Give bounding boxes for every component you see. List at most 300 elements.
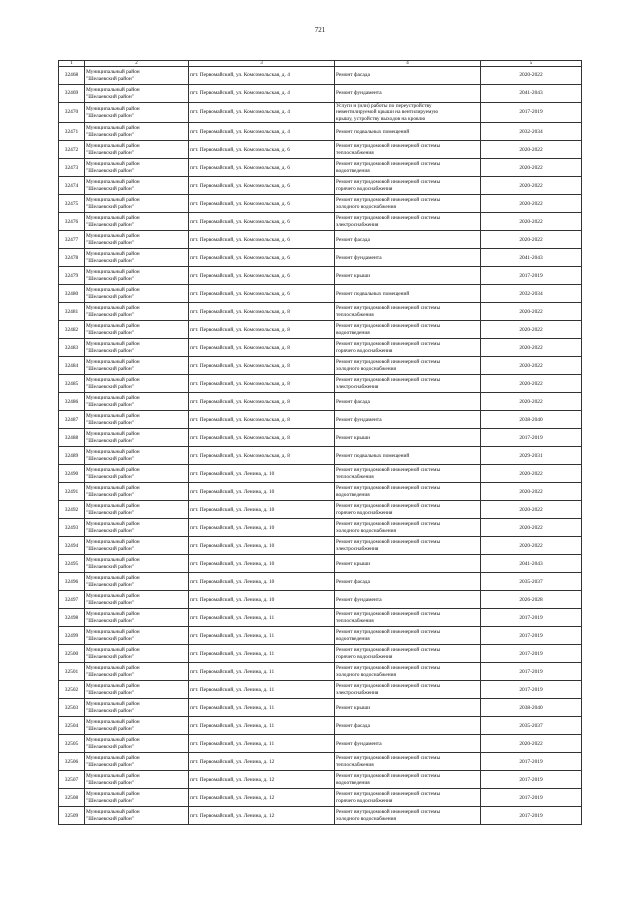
work-type-cell <box>335 807 481 825</box>
municipality-line: Муниципальный район <box>86 125 140 132</box>
work-type-line: Ремонт внутридомовой инженерной системы <box>336 179 441 186</box>
municipality-cell <box>85 573 189 591</box>
work-type-line: Ремонт внутридомовой инженерной системы <box>336 503 441 510</box>
address-cell: пгт. Первомайский, ул. Комсомольская, д. 8 <box>189 303 335 321</box>
address-cell: пгт. Первомайский, ул. Комсомольская, д. 4 <box>189 67 335 85</box>
column-header: 3 <box>189 61 335 67</box>
municipality-cell <box>85 537 189 555</box>
municipality-line: Муниципальный район <box>86 665 140 672</box>
page-number: 721 <box>314 26 326 34</box>
municipality-line: Муниципальный район <box>86 377 140 384</box>
municipality-cell <box>85 393 189 411</box>
address-cell: пгт. Первомайский, ул. Комсомольская, д. 8 <box>189 339 335 357</box>
period-cell: 2035-2037 <box>481 573 582 591</box>
address-cell: пгт. Первомайский, ул. Комсомольская, д. 6 <box>189 285 335 303</box>
address-cell: пгт. Первомайский, ул. Ленина, д. 10 <box>189 465 335 483</box>
work-type-line: водоотведения <box>336 491 370 498</box>
municipality-cell <box>85 663 189 681</box>
work-type-line: Ремонт крыши <box>336 704 370 711</box>
period-cell: 2020-2022 <box>481 195 582 213</box>
record-number-cell: 32508 <box>59 789 85 807</box>
work-type-cell <box>335 591 481 609</box>
work-type-line: теплоснабжения <box>336 311 374 318</box>
work-type-line: Ремонт внутридомовой инженерной системы <box>336 629 441 636</box>
work-type-cell <box>335 357 481 375</box>
address-cell: пгт. Первомайский, ул. Комсомольская, д. 6 <box>189 249 335 267</box>
period-cell: 2017-2019 <box>481 627 582 645</box>
record-number-cell: 32470 <box>59 103 85 123</box>
record-number-cell: 32488 <box>59 429 85 447</box>
period-cell: 2017-2019 <box>481 807 582 825</box>
work-type-line: теплоснабжения <box>336 617 374 624</box>
period-cell: 2020-2022 <box>481 375 582 393</box>
record-number-cell: 32490 <box>59 465 85 483</box>
capital-repair-table <box>58 60 582 825</box>
period-cell: 2020-2022 <box>481 141 582 159</box>
municipality-cell <box>85 85 189 103</box>
work-type-line: горячего водоснабжения <box>336 509 393 516</box>
municipality-line: Муниципальный район <box>86 413 140 420</box>
municipality-line: "Шелаевский район" <box>86 725 134 732</box>
municipality-cell <box>85 231 189 249</box>
municipality-line: Муниципальный район <box>86 233 140 240</box>
work-type-line: Ремонт фасада <box>336 72 370 79</box>
column-header: 2 <box>85 61 189 67</box>
work-type-line: теплоснабжения <box>336 761 374 768</box>
table-row <box>59 483 582 501</box>
municipality-line: "Шелаевский район" <box>86 581 134 588</box>
period-cell: 2020-2022 <box>481 303 582 321</box>
work-type-cell <box>335 321 481 339</box>
work-type-cell <box>335 447 481 465</box>
record-number-cell: 32505 <box>59 735 85 753</box>
work-type-cell <box>335 465 481 483</box>
record-number-cell: 32486 <box>59 393 85 411</box>
municipality-line: "Шелаевский район" <box>86 365 134 372</box>
work-type-cell <box>335 195 481 213</box>
work-type-cell <box>335 681 481 699</box>
column-header: 4 <box>335 61 481 67</box>
work-type-line: холодного водоснабжения <box>336 527 396 534</box>
record-number-cell: 32494 <box>59 537 85 555</box>
municipality-line: "Шелаевский район" <box>86 293 134 300</box>
work-type-line: горячего водоснабжения <box>336 797 393 804</box>
municipality-cell <box>85 807 189 825</box>
address-cell: пгт. Первомайский, ул. Ленина, д. 11 <box>189 735 335 753</box>
record-number-cell: 32476 <box>59 213 85 231</box>
municipality-line: "Шелаевский район" <box>86 635 134 642</box>
work-type-cell <box>335 159 481 177</box>
municipality-line: "Шелаевский район" <box>86 509 134 516</box>
period-cell: 2020-2022 <box>481 483 582 501</box>
work-type-line: Ремонт внутридомовой инженерной системы <box>336 485 441 492</box>
table-row <box>59 735 582 753</box>
period-cell: 2020-2022 <box>481 465 582 483</box>
work-type-line: Ремонт фасада <box>336 722 370 729</box>
period-cell: 2020-2022 <box>481 519 582 537</box>
work-type-line: Ремонт фундамента <box>336 254 382 261</box>
table-row <box>59 699 582 717</box>
municipality-line: Муниципальный район <box>86 87 140 94</box>
municipality-cell <box>85 789 189 807</box>
table-row <box>59 609 582 627</box>
municipality-cell <box>85 645 189 663</box>
municipality-cell <box>85 735 189 753</box>
municipality-cell <box>85 447 189 465</box>
record-number-cell: 32492 <box>59 501 85 519</box>
work-type-cell <box>335 285 481 303</box>
municipality-line: "Шелаевский район" <box>86 797 134 804</box>
period-cell: 2020-2022 <box>481 177 582 195</box>
work-type-line: Ремонт внутридомовой инженерной системы <box>336 539 441 546</box>
municipality-line: Муниципальный район <box>86 503 140 510</box>
address-cell: пгт. Первомайский, ул. Ленина, д. 10 <box>189 483 335 501</box>
address-cell: пгт. Первомайский, ул. Комсомольская, д. 8 <box>189 375 335 393</box>
work-type-cell <box>335 735 481 753</box>
work-type-line: водоотведения <box>336 329 370 336</box>
municipality-cell <box>85 123 189 141</box>
work-type-cell <box>335 699 481 717</box>
address-cell: пгт. Первомайский, ул. Ленина, д. 10 <box>189 537 335 555</box>
work-type-line: электроснабжения <box>336 221 379 228</box>
table-row <box>59 411 582 429</box>
work-type-cell <box>335 85 481 103</box>
work-type-cell <box>335 789 481 807</box>
record-number-cell: 32499 <box>59 627 85 645</box>
municipality-line: "Шелаевский район" <box>86 455 134 462</box>
municipality-cell <box>85 213 189 231</box>
municipality-line: Муниципальный район <box>86 683 140 690</box>
work-type-line: водоотведения <box>336 779 370 786</box>
municipality-line: "Шелаевский район" <box>86 689 134 696</box>
address-cell: пгт. Первомайский, ул. Ленина, д. 10 <box>189 573 335 591</box>
municipality-cell <box>85 375 189 393</box>
period-cell: 2017-2019 <box>481 429 582 447</box>
work-type-line: Ремонт внутридомовой инженерной системы <box>336 647 441 654</box>
municipality-line: Муниципальный район <box>86 521 140 528</box>
municipality-cell <box>85 103 189 123</box>
table-row <box>59 627 582 645</box>
period-cell: 2017-2019 <box>481 663 582 681</box>
work-type-cell <box>335 753 481 771</box>
address-cell: пгт. Первомайский, ул. Ленина, д. 10 <box>189 591 335 609</box>
work-type-line: Ремонт внутридомовой инженерной системы <box>336 305 441 312</box>
record-number-cell: 32482 <box>59 321 85 339</box>
work-type-line: электроснабжения <box>336 383 379 390</box>
period-cell: 2017-2019 <box>481 753 582 771</box>
municipality-line: Муниципальный район <box>86 611 140 618</box>
work-type-cell <box>335 231 481 249</box>
municipality-line: Муниципальный район <box>86 431 140 438</box>
municipality-cell <box>85 717 189 735</box>
period-cell: 2035-2037 <box>481 717 582 735</box>
record-number-cell: 32477 <box>59 231 85 249</box>
work-type-cell <box>335 771 481 789</box>
municipality-cell <box>85 699 189 717</box>
address-cell: пгт. Первомайский, ул. Комсомольская, д. 4 <box>189 103 335 123</box>
address-cell: пгт. Первомайский, ул. Ленина, д. 11 <box>189 681 335 699</box>
municipality-line: Муниципальный район <box>86 269 140 276</box>
work-type-line: Ремонт фасада <box>336 578 370 585</box>
table-row <box>59 429 582 447</box>
address-cell: пгт. Первомайский, ул. Ленина, д. 10 <box>189 501 335 519</box>
record-number-cell: 32483 <box>59 339 85 357</box>
municipality-cell <box>85 303 189 321</box>
table-row <box>59 303 582 321</box>
record-number-cell: 32507 <box>59 771 85 789</box>
period-cell: 2017-2019 <box>481 267 582 285</box>
municipality-line: Муниципальный район <box>86 251 140 258</box>
work-type-cell <box>335 141 481 159</box>
work-type-line: Ремонт фундамента <box>336 90 382 97</box>
period-cell: 2041-2043 <box>481 85 582 103</box>
work-type-cell <box>335 717 481 735</box>
table-row <box>59 573 582 591</box>
municipality-line: Муниципальный район <box>86 467 140 474</box>
municipality-line: Муниципальный район <box>86 359 140 366</box>
table-row <box>59 519 582 537</box>
period-cell: 2020-2022 <box>481 159 582 177</box>
table-row <box>59 645 582 663</box>
table-row <box>59 67 582 85</box>
work-type-line: Ремонт внутридомовой инженерной системы <box>336 755 441 762</box>
work-type-cell <box>335 375 481 393</box>
address-cell: пгт. Первомайский, ул. Комсомольская, д. 8 <box>189 429 335 447</box>
municipality-cell <box>85 141 189 159</box>
period-cell: 2041-2043 <box>481 555 582 573</box>
municipality-line: Муниципальный район <box>86 539 140 546</box>
work-type-cell <box>335 267 481 285</box>
municipality-line: Муниципальный район <box>86 719 140 726</box>
work-type-line: горячего водоснабжения <box>336 185 393 192</box>
municipality-line: Муниципальный район <box>86 305 140 312</box>
table-row <box>59 85 582 103</box>
municipality-line: "Шелаевский район" <box>86 473 134 480</box>
table-row <box>59 555 582 573</box>
period-cell: 2017-2019 <box>481 789 582 807</box>
work-type-cell <box>335 483 481 501</box>
municipality-cell <box>85 339 189 357</box>
table-row <box>59 123 582 141</box>
period-cell: 2032-2034 <box>481 285 582 303</box>
municipality-cell <box>85 555 189 573</box>
work-type-cell <box>335 393 481 411</box>
work-type-cell <box>335 411 481 429</box>
municipality-cell <box>85 681 189 699</box>
work-type-line: Ремонт внутридомовой инженерной системы <box>336 665 441 672</box>
record-number-cell: 32497 <box>59 591 85 609</box>
work-type-cell <box>335 103 481 123</box>
table-row <box>59 771 582 789</box>
period-cell: 2020-2022 <box>481 213 582 231</box>
municipality-cell <box>85 771 189 789</box>
table-row <box>59 195 582 213</box>
record-number-cell: 32504 <box>59 717 85 735</box>
record-number-cell: 32469 <box>59 85 85 103</box>
record-number-cell: 32509 <box>59 807 85 825</box>
municipality-line: Муниципальный район <box>86 395 140 402</box>
municipality-line: "Шелаевский район" <box>86 401 134 408</box>
municipality-line: "Шелаевский район" <box>86 167 134 174</box>
address-cell: пгт. Первомайский, ул. Ленина, д. 11 <box>189 645 335 663</box>
work-type-cell <box>335 429 481 447</box>
work-type-cell <box>335 303 481 321</box>
table-row <box>59 717 582 735</box>
municipality-line: Муниципальный район <box>86 161 140 168</box>
address-cell: пгт. Первомайский, ул. Комсомольская, д. 6 <box>189 231 335 249</box>
record-number-cell: 32503 <box>59 699 85 717</box>
work-type-line: теплоснабжения <box>336 473 374 480</box>
period-cell: 2029-2031 <box>481 447 582 465</box>
work-type-cell <box>335 177 481 195</box>
municipality-line: Муниципальный район <box>86 341 140 348</box>
municipality-line: "Шелаевский район" <box>86 221 134 228</box>
work-type-line: водоотведения <box>336 635 370 642</box>
municipality-line: "Шелаевский район" <box>86 671 134 678</box>
municipality-line: Муниципальный район <box>86 215 140 222</box>
record-number-cell: 32506 <box>59 753 85 771</box>
table-row <box>59 789 582 807</box>
period-cell: 2020-2022 <box>481 231 582 249</box>
address-cell: пгт. Первомайский, ул. Ленина, д. 12 <box>189 807 335 825</box>
municipality-line: "Шелаевский район" <box>86 257 134 264</box>
municipality-line: Муниципальный район <box>86 647 140 654</box>
address-cell: пгт. Первомайский, ул. Комсомольская, д. 6 <box>189 177 335 195</box>
address-cell: пгт. Первомайский, ул. Комсомольская, д. 8 <box>189 357 335 375</box>
table-row <box>59 681 582 699</box>
record-number-cell: 32478 <box>59 249 85 267</box>
address-cell: пгт. Первомайский, ул. Ленина, д. 11 <box>189 717 335 735</box>
work-type-line: Ремонт внутридомовой инженерной системы <box>336 197 441 204</box>
municipality-cell <box>85 159 189 177</box>
work-type-line: Ремонт внутридомовой инженерной системы <box>336 323 441 330</box>
column-header: 5 <box>481 61 582 67</box>
address-cell: пгт. Первомайский, ул. Комсомольская, д. 8 <box>189 447 335 465</box>
address-cell: пгт. Первомайский, ул. Комсомольская, д. 6 <box>189 195 335 213</box>
municipality-line: Муниципальный район <box>86 485 140 492</box>
municipality-line: "Шелаевский район" <box>86 112 134 119</box>
work-type-line: Ремонт крыши <box>336 434 370 441</box>
municipality-line: "Шелаевский район" <box>86 75 134 82</box>
record-number-cell: 32495 <box>59 555 85 573</box>
work-type-line: Ремонт внутридомовой инженерной системы <box>336 143 441 150</box>
work-type-line: Ремонт крыши <box>336 560 370 567</box>
period-cell: 2020-2022 <box>481 537 582 555</box>
work-type-line: Ремонт внутридомовой инженерной системы <box>336 773 441 780</box>
table-row <box>59 231 582 249</box>
work-type-line: водоотведения <box>336 167 370 174</box>
record-number-cell: 32473 <box>59 159 85 177</box>
work-type-line: Услуги и (или) работы по переустройству <box>336 103 432 109</box>
municipality-cell <box>85 267 189 285</box>
record-number-cell: 32498 <box>59 609 85 627</box>
work-type-line: Ремонт фасада <box>336 236 370 243</box>
work-type-line: невентилируемой крыши на вентилируемую <box>336 109 439 116</box>
municipality-cell <box>85 465 189 483</box>
municipality-line: Муниципальный район <box>86 791 140 798</box>
work-type-line: Ремонт внутридомовой инженерной системы <box>336 377 441 384</box>
work-type-line: Ремонт внутридомовой инженерной системы <box>336 521 441 528</box>
work-type-line: Ремонт крыши <box>336 272 370 279</box>
address-cell: пгт. Первомайский, ул. Ленина, д. 10 <box>189 519 335 537</box>
work-type-line: холодного водоснабжения <box>336 365 396 372</box>
municipality-line: Муниципальный район <box>86 287 140 294</box>
work-type-cell <box>335 555 481 573</box>
table-row <box>59 807 582 825</box>
work-type-cell <box>335 339 481 357</box>
address-cell: пгт. Первомайский, ул. Комсомольская, д. 8 <box>189 321 335 339</box>
work-type-line: холодного водоснабжения <box>336 671 396 678</box>
municipality-line: Муниципальный район <box>86 737 140 744</box>
address-cell: пгт. Первомайский, ул. Ленина, д. 12 <box>189 753 335 771</box>
period-cell: 2017-2019 <box>481 609 582 627</box>
work-type-line: Ремонт фасада <box>336 398 370 405</box>
table-row <box>59 213 582 231</box>
work-type-cell <box>335 645 481 663</box>
address-cell: пгт. Первомайский, ул. Комсомольская, д. 6 <box>189 141 335 159</box>
work-type-line: теплоснабжения <box>336 149 374 156</box>
municipality-line: "Шелаевский район" <box>86 761 134 768</box>
table-row <box>59 159 582 177</box>
municipality-line: "Шелаевский район" <box>86 743 134 750</box>
record-number-cell: 32472 <box>59 141 85 159</box>
period-cell: 2020-2022 <box>481 735 582 753</box>
municipality-line: Муниципальный район <box>86 197 140 204</box>
column-header: 1 <box>59 61 85 67</box>
work-type-cell <box>335 663 481 681</box>
work-type-line: Ремонт внутридомовой инженерной системы <box>336 611 441 618</box>
work-type-line: Ремонт внутридомовой инженерной системы <box>336 791 441 798</box>
record-number-cell: 32481 <box>59 303 85 321</box>
period-cell: 2017-2019 <box>481 103 582 123</box>
municipality-line: "Шелаевский район" <box>86 311 134 318</box>
record-number-cell: 32502 <box>59 681 85 699</box>
period-cell: 2020-2022 <box>481 501 582 519</box>
record-number-cell: 32471 <box>59 123 85 141</box>
table-row <box>59 447 582 465</box>
record-number-cell: 32480 <box>59 285 85 303</box>
work-type-line: холодного водоснабжения <box>336 815 396 822</box>
period-cell: 2020-2022 <box>481 393 582 411</box>
address-cell: пгт. Первомайский, ул. Комсомольская, д. 4 <box>189 85 335 103</box>
municipality-cell <box>85 249 189 267</box>
address-cell: пгт. Первомайский, ул. Ленина, д. 11 <box>189 699 335 717</box>
work-type-line: крышу, устройству выходов на кровлю <box>336 115 426 122</box>
address-cell: пгт. Первомайский, ул. Комсомольская, д. 8 <box>189 411 335 429</box>
table-row <box>59 591 582 609</box>
municipality-cell <box>85 753 189 771</box>
table-row <box>59 537 582 555</box>
table-row <box>59 663 582 681</box>
municipality-line: "Шелаевский район" <box>86 653 134 660</box>
work-type-line: Ремонт внутридомовой инженерной системы <box>336 215 441 222</box>
period-cell: 2020-2022 <box>481 357 582 375</box>
record-number-cell: 32491 <box>59 483 85 501</box>
municipality-line: "Шелаевский район" <box>86 149 134 156</box>
table-row <box>59 321 582 339</box>
municipality-cell <box>85 411 189 429</box>
municipality-cell <box>85 609 189 627</box>
work-type-line: Ремонт подвальных помещений <box>336 290 410 297</box>
record-number-cell: 32474 <box>59 177 85 195</box>
table-row <box>59 465 582 483</box>
record-number-cell: 32479 <box>59 267 85 285</box>
period-cell: 2020-2022 <box>481 321 582 339</box>
address-cell: пгт. Первомайский, ул. Комсомольская, д. 6 <box>189 159 335 177</box>
work-type-cell <box>335 519 481 537</box>
period-cell: 2020-2022 <box>481 67 582 85</box>
municipality-line: Муниципальный район <box>86 69 140 76</box>
